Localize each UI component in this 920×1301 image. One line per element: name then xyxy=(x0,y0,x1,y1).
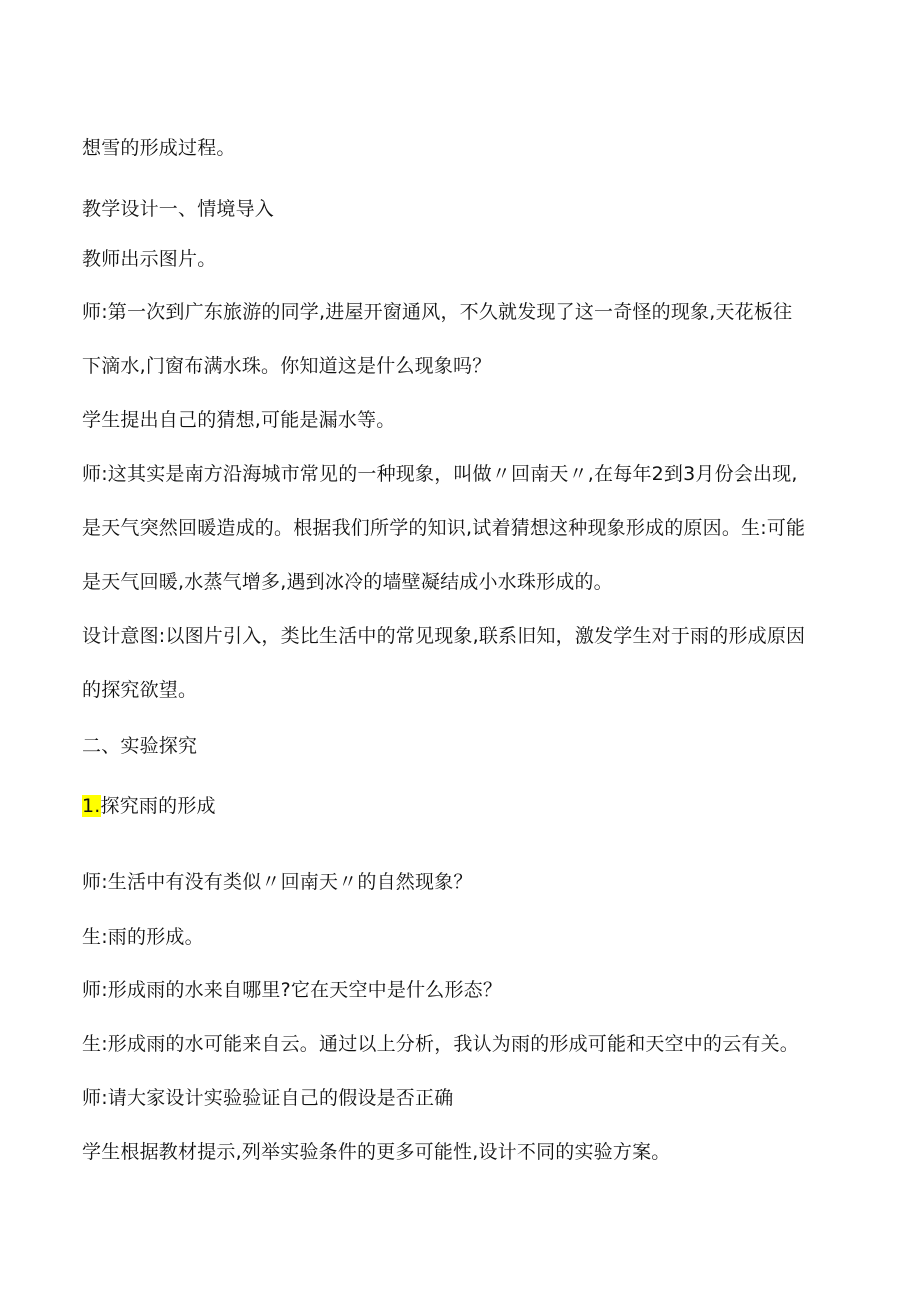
subsection-heading xyxy=(82,794,852,818)
section-heading: 教学设计一、情境导入 xyxy=(82,198,275,220)
paragraph-line: 师:生活中有没有类似〃回南天〃的自然现象？ xyxy=(82,871,473,893)
paragraph-line: 生:雨的形成。 xyxy=(82,926,204,948)
paragraph-line: 师:这其实是南方沿海城市常见的一种现象，叫做〃回南天〃,在每年2到3月份会出现, xyxy=(82,463,798,485)
paragraph-line: 学生提出自己的猜想,可能是漏水等。 xyxy=(82,409,396,431)
paragraph-line: 生:形成雨的水可能来自云。通过以上分析，我认为雨的形成可能和天空中的云有关。 xyxy=(82,1033,800,1055)
paragraph-line: 想雪的形成过程。 xyxy=(82,137,236,159)
paragraph-line: 师:请大家设计实验验证自己的假设是否正确 xyxy=(82,1087,454,1109)
paragraph-line: 设计意图:以图片引入，类比生活中的常见现象,联系旧知，激发学生对于雨的形成原因 xyxy=(82,625,806,647)
subsection-title: 探究雨的形成 xyxy=(100,795,216,817)
paragraph-line: 师:第一次到广东旅游的同学,进屋开窗通风，不久就发现了这一奇怪的现象,天花板往 xyxy=(82,301,793,323)
paragraph-line: 师:形成雨的水来自哪里?它在天空中是什么形态？ xyxy=(82,979,503,1001)
paragraph-line: 学生根据教材提示,列举实验条件的更多可能性,设计不同的实验方案。 xyxy=(82,1141,671,1163)
section-heading: 二、实验探究 xyxy=(82,735,198,757)
paragraph-line: 的探究欲望。 xyxy=(82,679,198,701)
section-number-highlight: 1. xyxy=(82,795,101,817)
paragraph-line: 下滴水,门窗布满水珠。你知道这是什么现象吗？ xyxy=(82,355,492,377)
paragraph-line: 教师出示图片。 xyxy=(82,248,217,270)
paragraph-line: 是天气回暖,水蒸气增多,遇到冰冷的墙壁凝结成小水珠形成的。 xyxy=(82,571,613,593)
paragraph-line: 是天气突然回暖造成的。根据我们所学的知识,试着猜想这种现象形成的原因。生:可能 xyxy=(82,517,806,539)
